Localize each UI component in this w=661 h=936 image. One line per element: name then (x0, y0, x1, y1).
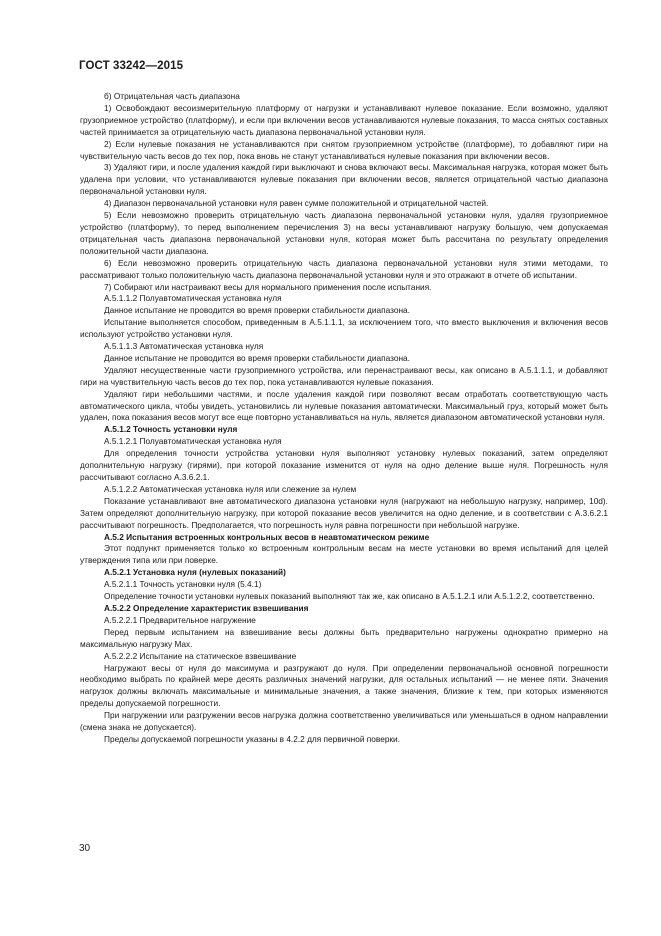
paragraph: А.5.1.1.2 Полуавтоматическая установка нуля (104, 293, 282, 304)
paragraph: 2) Если нулевые показания не устанавливаются при снятом грузоприемном устройстве (платформе), то добавляют гири на чувствительную часть весов до тех пор, пока вновь не станут устанавливаться нулевые показания при включении весов. (80, 138, 608, 161)
paragraph: А.5.2.2.1 Предварительное нагружение (104, 614, 256, 625)
section-heading: А.5.2.1 Установка нуля (нулевых показаний) (104, 567, 286, 578)
paragraph: Удаляют несущественные части грузоприемного устройства, или перенастраивают весы, как описано в А.5.1.1.1, и добавляют гири на чувствительную часть весов до тех пор, пока устанавливаются нулевые показания. (80, 364, 608, 387)
paragraph: А.5.1.1.3 Автоматическая установка нуля (104, 341, 264, 352)
paragraph: 4) Диапазон первоначальной установки нуля равен сумме положительной и отрицательной частей. (104, 198, 489, 209)
section-heading: А.5.2.2 Определение характеристик взвешивания (104, 602, 309, 613)
paragraph: Данное испытание не проводится во время проверки стабильности диапазона. (104, 305, 410, 316)
paragraph: А.5.2.2.2 Испытание на статическое взвешивание (104, 650, 297, 661)
paragraph: А.5.1.2.2 Автоматическая установка нуля или слежение за нулем (104, 483, 357, 494)
paragraph: Испытание выполняется способом, приведенным в А.5.1.1.1, за исключением того, что вместо выключения и включения весов используют устройство установки нуля. (80, 317, 608, 340)
paragraph: 6) Если невозможно проверить отрицательную часть диапазона первоначальной установки нуля этими методами, то рассматривают только положительную часть диапазона первоначальной установки нуля и это отражают в отчете об испытании. (80, 257, 608, 280)
paragraph: б) Отрицательная часть диапазона (104, 91, 240, 101)
section-heading: А.5.2 Испытания встроенных контрольных весов в неавтоматическом режиме (104, 531, 430, 542)
paragraph: Определение точности установки нулевых показаний выполняют так же, как описано в А.5.1.2.1 или А.5.1.2.2, соответственно. (104, 591, 595, 602)
paragraph: А.5.2.1.1 Точность установки нуля (5.4.1) (104, 579, 262, 590)
paragraph: Пределы допускаемой погрешности указаны в 4.2.2 для первичной поверки. (104, 733, 400, 744)
page-number: 30 (79, 843, 91, 854)
paragraph: Данное испытание не проводится во время проверки стабильности диапазона. (104, 352, 410, 363)
section-heading: А.5.1.2 Точность установки нуля (104, 424, 238, 435)
paragraph: Этот подпункт применяется только ко встроенным контрольным весам на месте установки во время испытаний для целей утверждения типа или при поверке. (80, 543, 608, 566)
paragraph: 1) Освобождают весоизмерительную платформу от нагрузки и устанавливают нулевое показание. Если возможно, удаляют грузоприемное устройство (платформу), и если при включении весов устанавливаются нулевые показания, то масса снятых составных частей принимается за отрицательную часть диапазона первоначальной установки нуля. (80, 102, 608, 137)
paragraph: Показание устанавливают вне автоматического диапазона установки нуля (нагружают на небольшую нагрузку, например, 10d). Затем определяют дополнительную нагрузку, при которой показание весов увеличится на одно деление, и в соответствии с А.3.6.2.1 рассчитывают погрешность. Предполагается, что погрешность нуля равна погрешности при небольшой нагрузке. (80, 495, 608, 530)
paragraph: Перед первым испытанием на взвешивание весы должны быть предварительно нагружены однократно примерно на максимальную нагрузку Max. (80, 626, 608, 649)
paragraph: При нагружении или разгружении весов нагрузка должна соответственно увеличиваться или уменьшаться в одном направлении (смена знака не допускается). (80, 710, 608, 733)
paragraph: Нагружают весы от нуля до максимума и разгружают до нуля. При определении первоначальной основной погрешности необходимо выбрать по крайней мере десять различных значений нагрузки, для остальных испытаний — не менее пяти. Значения нагрузок должны включать максимальные и минимальные значения, а также значения, близкие к тем, при которых изменяются пределы допускаемой погрешности. (80, 662, 608, 709)
paragraph: Для определения точности устройства установки нуля выполняют установку нулевых показаний, затем определяют дополнительную нагрузку (гирями), при которой показание изменится от нуля на одно деление выше нуля. Погрешность нуля рассчитывают согласно А.3.6.2.1. (80, 448, 608, 482)
paragraph: 3) Удаляют гири, и после удаления каждой гири выключают и снова включают весы. Максимальная нагрузка, которая может быть удалена при условии, что устанавливаются нулевые показания при включении весов, является отрицательной частью диапазона первоначальной установки нуля. (80, 162, 608, 197)
paragraph: 7) Собирают или настраивают весы для нормального применения после испытания. (104, 281, 432, 292)
document-body (80, 91, 608, 746)
paragraph: Удаляют гири небольшими частями, и после удаления каждой гири позволяют весам отработать соответствующую часть автоматического цикла, чтобы увидеть, установились ли нулевые показания автоматически. Максимальный груз, который может быть удален, пока показания весов могут все еще повторно устанавливаться на нуль, является диапазоном автоматической установки нуля. (80, 388, 608, 423)
paragraph: 5) Если невозможно проверить отрицательную часть диапазона первоначальной установки нуля, удаляя грузоприемное устройство (платформу), то перед выполнением перечисления 3) на весы устанавливают нагрузку большую, чем допускаемая отрицательная часть диапазона первоначальной установки нуля, которая может быть рассчитана по результату определения положительной части диапазона. (80, 210, 608, 256)
document-header: ГОСТ 33242—2015 (79, 60, 184, 72)
paragraph: А.5.1.2.1 Полуавтоматическая установка нуля (104, 436, 282, 447)
